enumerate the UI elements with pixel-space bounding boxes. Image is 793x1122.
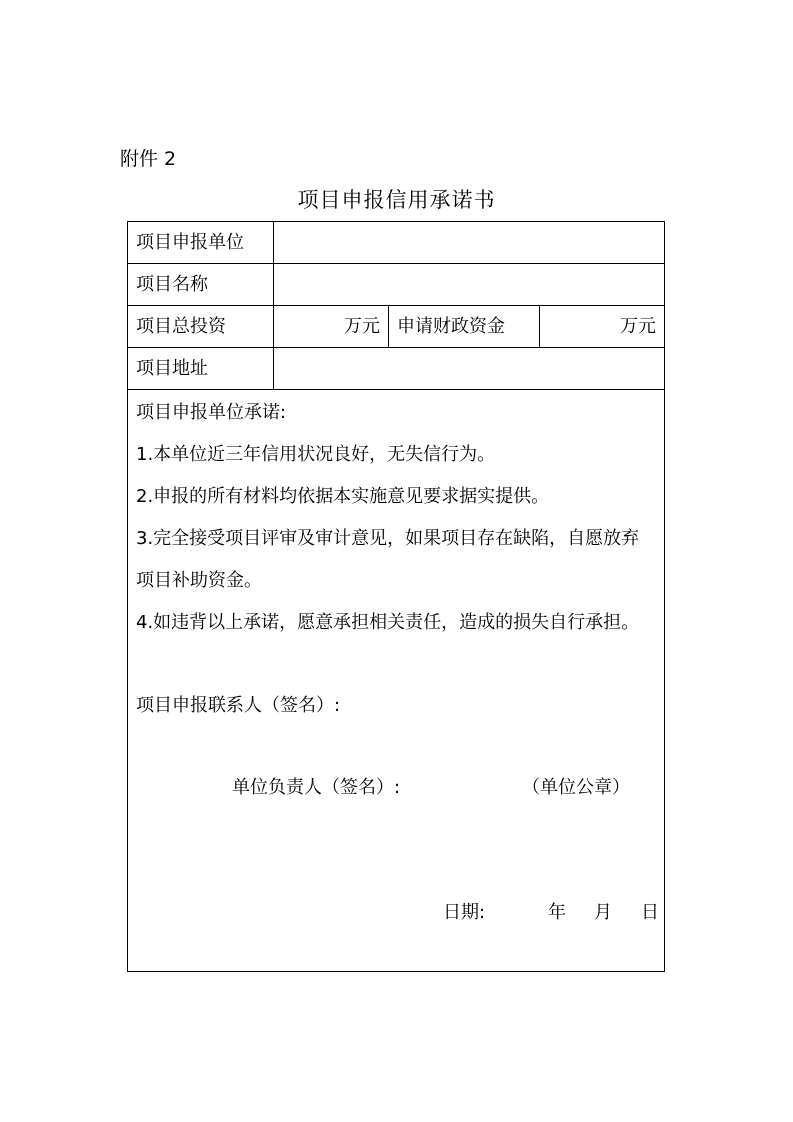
row-project-name xyxy=(128,264,664,306)
total-investment-label: 项目总投资 xyxy=(136,316,226,337)
day-label: 日 xyxy=(641,902,659,923)
contact-signature-label: 项目申报联系人（签名）: xyxy=(136,695,341,716)
commitment-item-3: 3.完全接受项目评审及审计意见，如果项目存在缺陷，自愿放弃 xyxy=(136,528,640,549)
commitment-item-2: 2.申报的所有材料均依据本实施意见要求据实提供。 xyxy=(136,486,550,507)
commitment-heading: 项目申报单位承诺: xyxy=(136,402,287,423)
project-name-label: 项目名称 xyxy=(136,274,208,295)
row-project-address xyxy=(128,348,664,390)
month-label: 月 xyxy=(594,902,612,923)
page-title: 项目申报信用承诺书 xyxy=(297,188,496,212)
project-address-field[interactable] xyxy=(274,348,664,389)
commitment-item-1: 1.本单位近三年信用状况良好，无失信行为。 xyxy=(136,444,496,465)
applicant-unit-field[interactable] xyxy=(274,222,664,263)
total-investment-field[interactable]: 万元 xyxy=(344,316,380,337)
commitment-item-4: 4.如违背以上承诺，愿意承担相关责任，造成的损失自行承担。 xyxy=(136,612,640,633)
commitment-section xyxy=(128,390,664,973)
fund-request-field[interactable]: 万元 xyxy=(620,316,656,337)
year-label: 年 xyxy=(548,902,566,923)
project-address-label: 项目地址 xyxy=(136,358,208,379)
leader-signature-label: 单位负责人（签名）: xyxy=(232,777,401,798)
attachment-label: 附件 2 xyxy=(120,148,177,170)
unit-seal-label: （单位公章） xyxy=(522,777,630,798)
project-name-field[interactable] xyxy=(274,264,664,305)
date-label: 日期: xyxy=(443,902,486,923)
row-investment xyxy=(128,306,664,348)
commitment-item-3-cont: 项目补助资金。 xyxy=(136,570,262,591)
commitment-form xyxy=(127,221,665,972)
fund-request-label: 申请财政资金 xyxy=(397,316,505,337)
applicant-unit-label: 项目申报单位 xyxy=(136,232,244,253)
row-applicant-unit xyxy=(128,222,664,264)
